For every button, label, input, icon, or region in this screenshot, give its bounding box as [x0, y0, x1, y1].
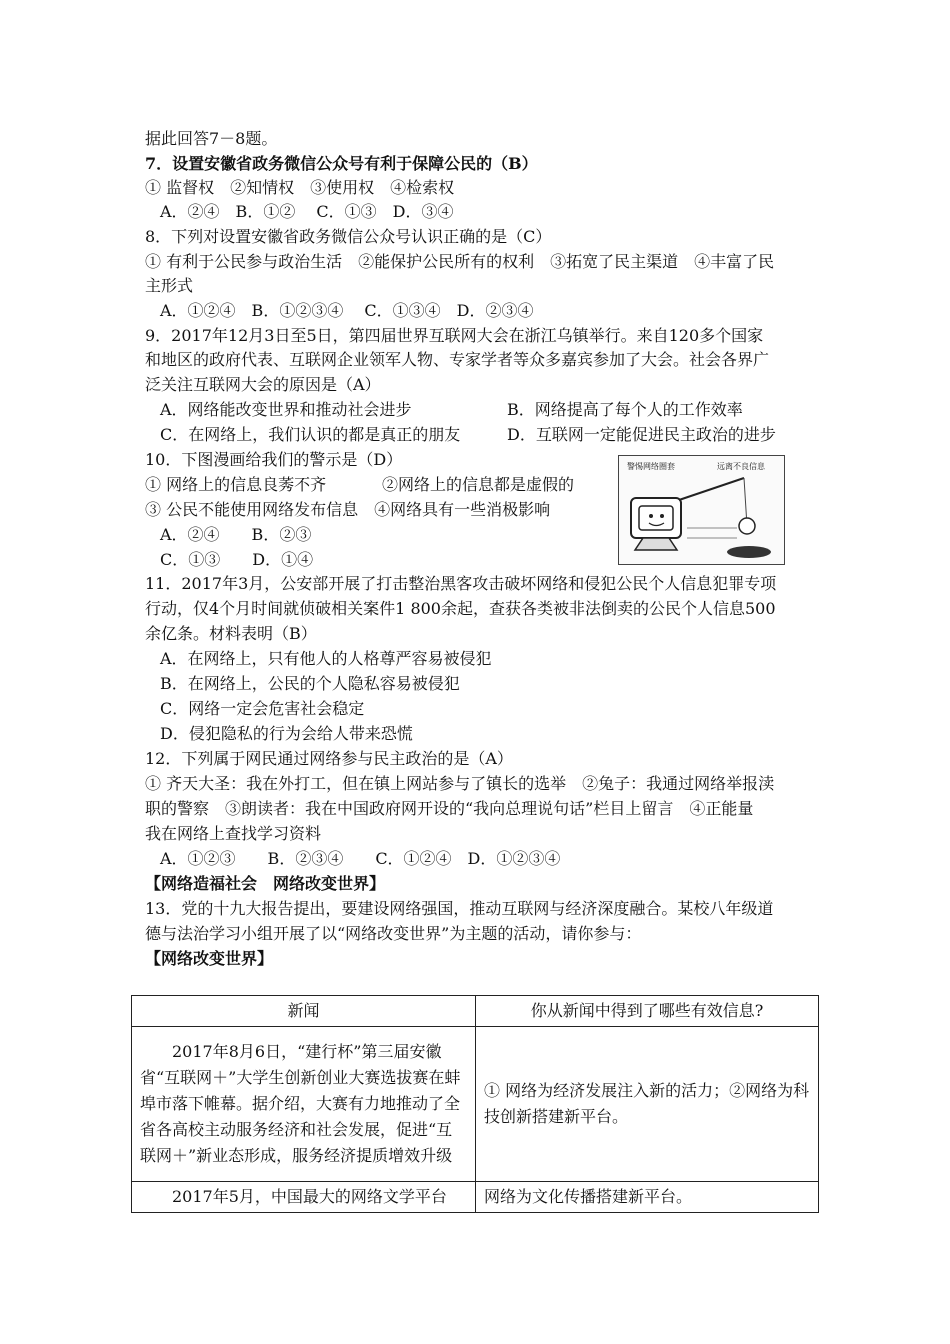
q8-options: A．①②④ B．①②③④ C．①③④ D．②③④	[160, 301, 534, 320]
q11-option-b: B．在网络上，公民的个人隐私容易被侵犯	[160, 674, 460, 693]
question-11-line1: 11．2017年3月，公安部开展了打击整治黑客攻击破坏网络和侵犯公民个人信息犯罪专项	[145, 574, 777, 593]
q8-items-2: 主形式	[145, 276, 194, 295]
q11-option-a: A．在网络上，只有他人的人格尊严容易被侵犯	[160, 649, 492, 668]
answer-cell: ① 网络为经济发展注入新的活力；②网络为科技创新搭建新平台。	[476, 1027, 819, 1182]
news-table	[131, 995, 819, 1213]
question-9-line3: 泛关注互联网大会的原因是（A）	[145, 375, 381, 394]
q9-option-c: C．在网络上，我们认识的都是真正的朋友	[160, 425, 461, 444]
q9-option-d: D．互联网一定能促进民主政治的进步	[507, 425, 776, 444]
question-7: 7．设置安徽省政务微信公众号有利于保障公民的（B）	[145, 154, 538, 173]
q12-options: A．①②③ B．②③④ C．①②④ D．①②③④	[160, 849, 561, 868]
section-heading: 【网络造福社会 网络改变世界】	[145, 874, 386, 893]
q7-options: A．②④ B．①② C．①③ D．③④	[160, 202, 454, 221]
q11-option-c: C．网络一定会危害社会稳定	[160, 699, 365, 718]
q7-items: ① 监督权 ②知情权 ③使用权 ④检索权	[145, 178, 455, 197]
news-cell: 2017年5月，中国最大的网络文学平台	[132, 1182, 476, 1213]
question-11-line2: 行动，仅4个月时间就侦破相关案件1 800余起，查获各类被非法倒卖的公民个人信息500	[145, 599, 776, 618]
q9-option-a: A．网络能改变世界和推动社会进步	[160, 400, 412, 419]
q10-item-1: ① 网络上的信息良莠不齐	[145, 475, 327, 494]
question-11-line3: 余亿条。材料表明（B）	[145, 624, 317, 643]
header-news: 新闻	[132, 996, 476, 1027]
cartoon-caption-right: 远离不良信息	[717, 462, 765, 471]
q10-options-ab: A．②④ B．②③	[160, 525, 312, 544]
question-8: 8．下列对设置安徽省政务微信公众号认识正确的是（C）	[145, 227, 552, 246]
question-13-line2: 德与法治学习小组开展了以“网络改变世界”为主题的活动，请你参与：	[145, 924, 642, 943]
q9-option-b: B．网络提高了每个人的工作效率	[507, 400, 743, 419]
news-cell: 2017年8月6日，“建行杯”第三届安徽省“互联网＋”大学生创新创业大赛选拔赛在蚌埠市落下帷幕。据介绍，大赛有力地推动了全省各高校主动服务经济和社会发展，促进“互联网＋”新业态形成，服务经济提质增效升级	[132, 1027, 476, 1182]
cartoon-caption-left: 警惕网络圈套	[627, 462, 675, 471]
header-info: 你从新闻中得到了哪些有效信息?	[476, 996, 819, 1027]
question-9-line1: 9．2017年12月3日至5日，第四届世界互联网大会在浙江乌镇举行。来自120多个国家	[145, 326, 764, 345]
computer-fishing-illustration	[619, 456, 784, 564]
table-row	[132, 1182, 819, 1213]
intro-line: 据此回答7－8题。	[145, 129, 278, 148]
table-row	[132, 1027, 819, 1182]
q12-items-2: 职的警察 ③朗读者：我在中国政府网开设的“我向总理说句话”栏目上留言 ④正能量	[145, 799, 754, 818]
question-12: 12．下列属于网民通过网络参与民主政治的是（A）	[145, 749, 513, 768]
q10-options-cd: C．①③ D．①④	[160, 550, 314, 569]
question-13-line1: 13．党的十九大报告提出，要建设网络强国，推动互联网与经济深度融合。某校八年级道	[145, 899, 774, 918]
question-10: 10．下图漫画给我们的警示是（D）	[145, 450, 403, 469]
q11-option-d: D．侵犯隐私的行为会给人带来恐慌	[160, 724, 413, 743]
warning-cartoon	[618, 455, 785, 565]
table-header-row	[132, 996, 819, 1027]
q12-items-3: 我在网络上查找学习资料	[145, 824, 322, 843]
question-9-line2: 和地区的政府代表、互联网企业领军人物、专家学者等众多嘉宾参加了大会。社会各界广	[145, 350, 770, 369]
q10-item-2: ②网络上的信息都是虚假的	[382, 475, 575, 494]
subsection-heading: 【网络改变世界】	[145, 949, 274, 968]
q8-items-1: ① 有利于公民参与政治生活 ②能保护公民所有的权利 ③拓宽了民主渠道 ④丰富了民	[145, 252, 775, 271]
answer-cell: 网络为文化传播搭建新平台。	[476, 1182, 819, 1213]
q12-items-1: ① 齐天大圣：我在外打工，但在镇上网站参与了镇长的选举 ②兔子：我通过网络举报渎	[145, 774, 775, 793]
q10-items-3-4: ③ 公民不能使用网络发布信息 ④网络具有一些消极影响	[145, 500, 551, 519]
